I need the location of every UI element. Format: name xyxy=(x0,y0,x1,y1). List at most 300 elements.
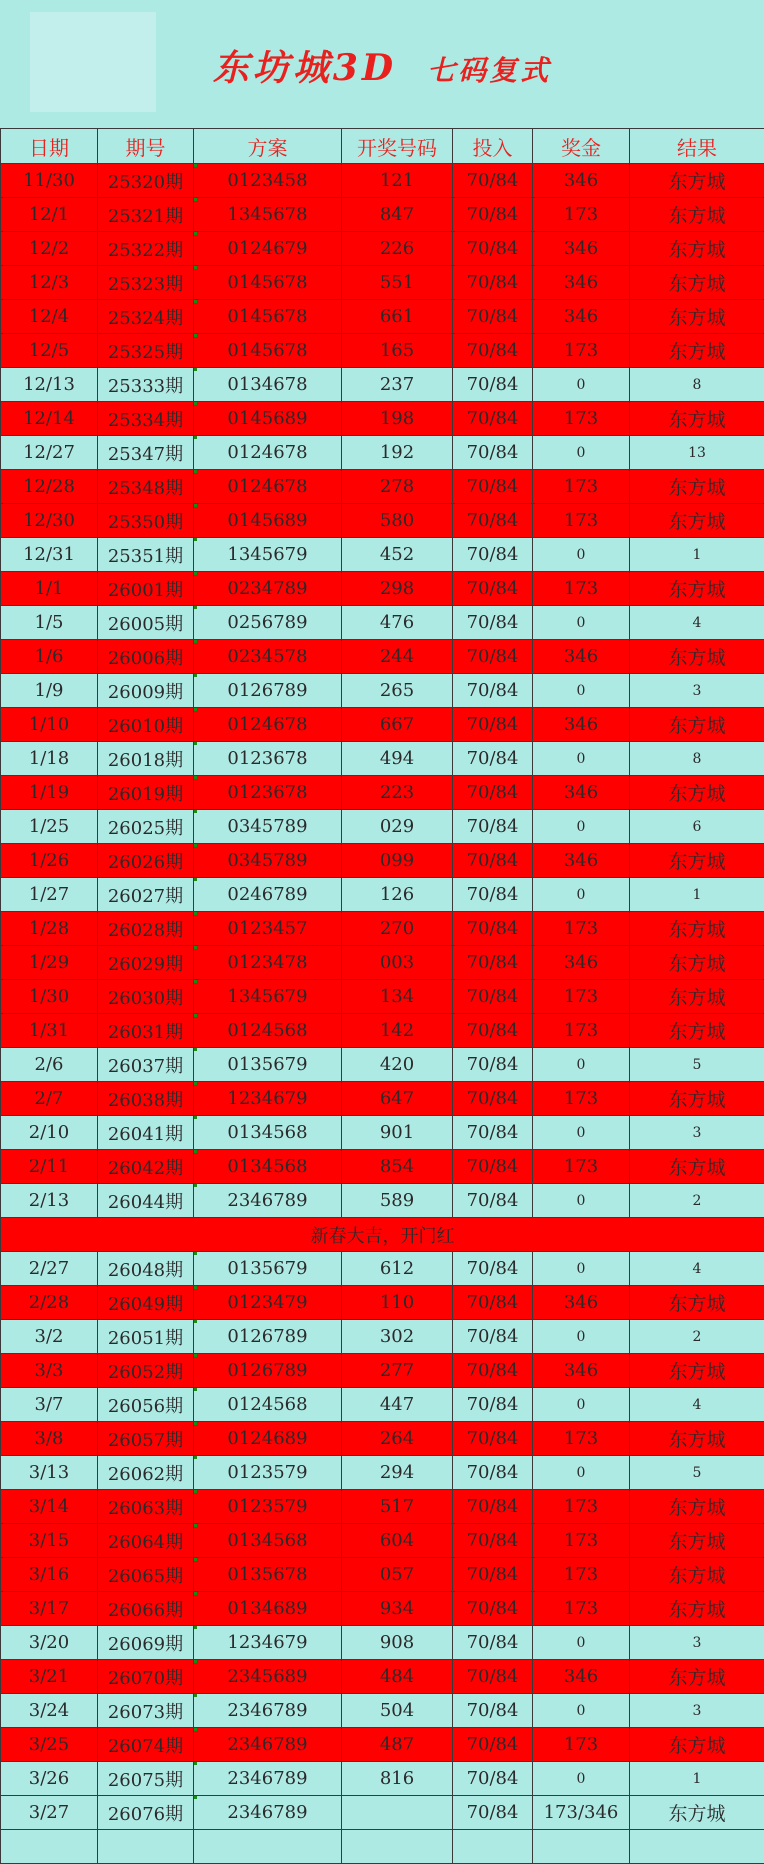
draw-cell: 298 xyxy=(342,572,453,606)
cost-cell: 70/84 xyxy=(453,300,533,334)
issue-cell: 25347期 xyxy=(98,436,194,470)
prize-cell: 346 xyxy=(533,946,630,980)
plan-cell: 0123678 xyxy=(194,776,342,810)
table-row xyxy=(1,640,764,674)
date-cell: 12/2 xyxy=(1,232,98,266)
cost-cell: 70/84 xyxy=(453,980,533,1014)
draw-cell: 854 xyxy=(342,1150,453,1184)
date-cell: 12/13 xyxy=(1,368,98,402)
cost-cell: 70/84 xyxy=(453,504,533,538)
cost-cell: 70/84 xyxy=(453,1184,533,1218)
issue-cell: 26005期 xyxy=(98,606,194,640)
blank-row xyxy=(1,1830,764,1864)
cost-cell: 70/84 xyxy=(453,1388,533,1422)
table-row xyxy=(1,1558,764,1592)
issue-cell: 25325期 xyxy=(98,334,194,368)
cost-cell: 70/84 xyxy=(453,606,533,640)
title-main: 东坊城3D xyxy=(213,47,397,89)
prize-cell: 0 xyxy=(533,1252,630,1286)
cost-cell: 70/84 xyxy=(453,266,533,300)
date-cell: 2/27 xyxy=(1,1252,98,1286)
date-cell: 12/31 xyxy=(1,538,98,572)
result-cell: 8 xyxy=(630,742,764,776)
table-row xyxy=(1,1252,764,1286)
draw-cell: 551 xyxy=(342,266,453,300)
issue-cell: 26026期 xyxy=(98,844,194,878)
cost-cell: 70/84 xyxy=(453,674,533,708)
date-cell: 12/5 xyxy=(1,334,98,368)
cost-cell: 70/84 xyxy=(453,572,533,606)
prize-cell: 346 xyxy=(533,164,630,198)
plan-cell: 0124678 xyxy=(194,708,342,742)
header-prize: 奖金 xyxy=(533,129,630,164)
blank-cell xyxy=(1,1830,98,1864)
result-cell: 4 xyxy=(630,1252,764,1286)
plan-cell: 0126789 xyxy=(194,1354,342,1388)
draw-cell: 110 xyxy=(342,1286,453,1320)
issue-cell: 26064期 xyxy=(98,1524,194,1558)
table-row xyxy=(1,538,764,572)
prize-cell: 173 xyxy=(533,912,630,946)
draw-cell: 192 xyxy=(342,436,453,470)
plan-cell: 0145678 xyxy=(194,266,342,300)
table-row xyxy=(1,572,764,606)
date-cell: 3/2 xyxy=(1,1320,98,1354)
date-cell: 3/26 xyxy=(1,1762,98,1796)
title-banner xyxy=(0,0,763,129)
draw-cell: 278 xyxy=(342,470,453,504)
issue-cell: 26074期 xyxy=(98,1728,194,1762)
date-cell: 12/27 xyxy=(1,436,98,470)
prize-cell: 0 xyxy=(533,742,630,776)
prize-cell: 346 xyxy=(533,232,630,266)
date-cell: 3/27 xyxy=(1,1796,98,1830)
plan-cell: 0134568 xyxy=(194,1116,342,1150)
prize-cell: 346 xyxy=(533,844,630,878)
plan-cell: 0134568 xyxy=(194,1524,342,1558)
plan-cell: 2345689 xyxy=(194,1660,342,1694)
date-cell: 1/18 xyxy=(1,742,98,776)
issue-cell: 26066期 xyxy=(98,1592,194,1626)
result-cell: 东方城 xyxy=(630,640,764,674)
issue-cell: 25351期 xyxy=(98,538,194,572)
result-cell: 东方城 xyxy=(630,776,764,810)
rows-after-banner xyxy=(1,1252,764,1830)
date-cell: 1/19 xyxy=(1,776,98,810)
table-row xyxy=(1,1694,764,1728)
cost-cell: 70/84 xyxy=(453,1014,533,1048)
plan-cell: 2346789 xyxy=(194,1184,342,1218)
draw-cell: 934 xyxy=(342,1592,453,1626)
prize-cell: 173 xyxy=(533,1490,630,1524)
plan-cell: 1345679 xyxy=(194,538,342,572)
prize-cell: 173 xyxy=(533,572,630,606)
table-row xyxy=(1,1048,764,1082)
cost-cell: 70/84 xyxy=(453,402,533,436)
plan-cell: 0126789 xyxy=(194,674,342,708)
results-table xyxy=(0,128,764,1864)
result-cell: 东方城 xyxy=(630,912,764,946)
table-row xyxy=(1,164,764,198)
issue-cell: 25324期 xyxy=(98,300,194,334)
result-cell: 1 xyxy=(630,878,764,912)
issue-cell: 26069期 xyxy=(98,1626,194,1660)
plan-cell: 1234679 xyxy=(194,1082,342,1116)
issue-cell: 26031期 xyxy=(98,1014,194,1048)
prize-cell: 346 xyxy=(533,1354,630,1388)
issue-cell: 26049期 xyxy=(98,1286,194,1320)
plan-cell: 0135679 xyxy=(194,1252,342,1286)
plan-cell: 0124678 xyxy=(194,436,342,470)
table-row xyxy=(1,674,764,708)
date-cell: 1/28 xyxy=(1,912,98,946)
prize-cell: 0 xyxy=(533,1048,630,1082)
issue-cell: 25348期 xyxy=(98,470,194,504)
plan-cell: 0135679 xyxy=(194,1048,342,1082)
draw-cell: 494 xyxy=(342,742,453,776)
result-cell: 东方城 xyxy=(630,470,764,504)
cost-cell: 70/84 xyxy=(453,1116,533,1150)
page-title xyxy=(0,40,764,91)
draw-cell: 099 xyxy=(342,844,453,878)
plan-cell: 2346789 xyxy=(194,1762,342,1796)
result-cell: 东方城 xyxy=(630,1014,764,1048)
result-cell: 1 xyxy=(630,1762,764,1796)
result-cell: 东方城 xyxy=(630,504,764,538)
cost-cell: 70/84 xyxy=(453,878,533,912)
issue-cell: 26010期 xyxy=(98,708,194,742)
draw-cell: 126 xyxy=(342,878,453,912)
table-row xyxy=(1,1422,764,1456)
issue-cell: 26057期 xyxy=(98,1422,194,1456)
prize-cell: 173/346 xyxy=(533,1796,630,1830)
prize-cell: 0 xyxy=(533,606,630,640)
blank-cell xyxy=(533,1830,630,1864)
prize-cell: 173 xyxy=(533,1082,630,1116)
draw-cell: 647 xyxy=(342,1082,453,1116)
cost-cell: 70/84 xyxy=(453,1694,533,1728)
date-cell: 1/27 xyxy=(1,878,98,912)
draw-cell: 452 xyxy=(342,538,453,572)
cost-cell: 70/84 xyxy=(453,368,533,402)
table-row xyxy=(1,1592,764,1626)
date-cell: 1/9 xyxy=(1,674,98,708)
table-row xyxy=(1,198,764,232)
date-cell: 2/11 xyxy=(1,1150,98,1184)
plan-cell: 0234578 xyxy=(194,640,342,674)
cost-cell: 70/84 xyxy=(453,1320,533,1354)
issue-cell: 26048期 xyxy=(98,1252,194,1286)
result-cell: 东方城 xyxy=(630,164,764,198)
cost-cell: 70/84 xyxy=(453,1524,533,1558)
draw-cell: 165 xyxy=(342,334,453,368)
title-sub: 七码复式 xyxy=(427,54,551,87)
date-cell: 12/3 xyxy=(1,266,98,300)
table-row xyxy=(1,1626,764,1660)
plan-cell: 0123478 xyxy=(194,946,342,980)
date-cell: 3/16 xyxy=(1,1558,98,1592)
table-row xyxy=(1,1082,764,1116)
date-cell: 1/31 xyxy=(1,1014,98,1048)
table-row xyxy=(1,334,764,368)
prize-cell: 0 xyxy=(533,810,630,844)
draw-cell: 277 xyxy=(342,1354,453,1388)
result-cell: 东方城 xyxy=(630,300,764,334)
date-cell: 12/4 xyxy=(1,300,98,334)
result-cell: 东方城 xyxy=(630,946,764,980)
date-cell: 3/15 xyxy=(1,1524,98,1558)
rows-before-banner xyxy=(1,164,764,1218)
prize-cell: 173 xyxy=(533,980,630,1014)
issue-cell: 25321期 xyxy=(98,198,194,232)
table-row xyxy=(1,300,764,334)
date-cell: 12/28 xyxy=(1,470,98,504)
date-cell: 1/1 xyxy=(1,572,98,606)
draw-cell: 908 xyxy=(342,1626,453,1660)
date-cell: 12/1 xyxy=(1,198,98,232)
cost-cell: 70/84 xyxy=(453,1626,533,1660)
table-row xyxy=(1,776,764,810)
cost-cell: 70/84 xyxy=(453,1422,533,1456)
cost-cell: 70/84 xyxy=(453,810,533,844)
header-draw: 开奖号码 xyxy=(342,129,453,164)
result-cell: 东方城 xyxy=(630,1728,764,1762)
draw-cell: 612 xyxy=(342,1252,453,1286)
banner-text: 新春大吉，开门红 xyxy=(1,1218,764,1252)
plan-cell: 0134568 xyxy=(194,1150,342,1184)
date-cell: 2/13 xyxy=(1,1184,98,1218)
plan-cell: 0123678 xyxy=(194,742,342,776)
cost-cell: 70/84 xyxy=(453,1252,533,1286)
prize-cell: 173 xyxy=(533,504,630,538)
cost-cell: 70/84 xyxy=(453,844,533,878)
cost-cell: 70/84 xyxy=(453,1048,533,1082)
result-cell: 东方城 xyxy=(630,1082,764,1116)
cost-cell: 70/84 xyxy=(453,912,533,946)
result-cell: 东方城 xyxy=(630,1660,764,1694)
cost-cell: 70/84 xyxy=(453,232,533,266)
date-cell: 12/30 xyxy=(1,504,98,538)
issue-cell: 26001期 xyxy=(98,572,194,606)
table-row xyxy=(1,1762,764,1796)
prize-cell: 0 xyxy=(533,1116,630,1150)
plan-cell: 0345789 xyxy=(194,810,342,844)
draw-cell: 302 xyxy=(342,1320,453,1354)
result-cell: 东方城 xyxy=(630,232,764,266)
table-row xyxy=(1,436,764,470)
cost-cell: 70/84 xyxy=(453,1728,533,1762)
draw-cell: 504 xyxy=(342,1694,453,1728)
result-cell: 东方城 xyxy=(630,198,764,232)
plan-cell: 0246789 xyxy=(194,878,342,912)
table-row xyxy=(1,232,764,266)
result-cell: 东方城 xyxy=(630,1558,764,1592)
result-cell: 东方城 xyxy=(630,1592,764,1626)
prize-cell: 346 xyxy=(533,776,630,810)
result-cell: 东方城 xyxy=(630,708,764,742)
issue-cell: 26029期 xyxy=(98,946,194,980)
blank-cell xyxy=(194,1830,342,1864)
date-cell: 3/24 xyxy=(1,1694,98,1728)
issue-cell: 26076期 xyxy=(98,1796,194,1830)
draw-cell: 667 xyxy=(342,708,453,742)
prize-cell: 0 xyxy=(533,1694,630,1728)
plan-cell: 2346789 xyxy=(194,1728,342,1762)
cost-cell: 70/84 xyxy=(453,470,533,504)
cost-cell: 70/84 xyxy=(453,742,533,776)
cost-cell: 70/84 xyxy=(453,334,533,368)
plan-cell: 0145678 xyxy=(194,334,342,368)
prize-cell: 173 xyxy=(533,1014,630,1048)
draw-cell: 847 xyxy=(342,198,453,232)
table-row xyxy=(1,504,764,538)
prize-cell: 0 xyxy=(533,1320,630,1354)
result-cell: 东方城 xyxy=(630,334,764,368)
plan-cell: 0123579 xyxy=(194,1456,342,1490)
prize-cell: 346 xyxy=(533,1286,630,1320)
prize-cell: 0 xyxy=(533,436,630,470)
issue-cell: 26037期 xyxy=(98,1048,194,1082)
prize-cell: 0 xyxy=(533,674,630,708)
table-row xyxy=(1,470,764,504)
draw-cell: 244 xyxy=(342,640,453,674)
date-cell: 1/6 xyxy=(1,640,98,674)
table-row xyxy=(1,1490,764,1524)
result-cell: 8 xyxy=(630,368,764,402)
result-cell: 东方城 xyxy=(630,1422,764,1456)
table-row xyxy=(1,1320,764,1354)
cost-cell: 70/84 xyxy=(453,538,533,572)
prize-cell: 346 xyxy=(533,266,630,300)
table-row xyxy=(1,810,764,844)
table-row xyxy=(1,1184,764,1218)
issue-cell: 26019期 xyxy=(98,776,194,810)
cost-cell: 70/84 xyxy=(453,1558,533,1592)
table-row xyxy=(1,1014,764,1048)
plan-cell: 0145689 xyxy=(194,402,342,436)
prize-cell: 173 xyxy=(533,402,630,436)
result-cell: 东方城 xyxy=(630,844,764,878)
issue-cell: 26056期 xyxy=(98,1388,194,1422)
plan-cell: 0123579 xyxy=(194,1490,342,1524)
issue-cell: 26030期 xyxy=(98,980,194,1014)
prize-cell: 0 xyxy=(533,1184,630,1218)
date-cell: 2/7 xyxy=(1,1082,98,1116)
draw-cell: 580 xyxy=(342,504,453,538)
issue-cell: 25334期 xyxy=(98,402,194,436)
result-cell: 东方城 xyxy=(630,402,764,436)
date-cell: 1/30 xyxy=(1,980,98,1014)
draw-cell: 121 xyxy=(342,164,453,198)
result-cell: 3 xyxy=(630,674,764,708)
blank-cell xyxy=(98,1830,194,1864)
cost-cell: 70/84 xyxy=(453,1456,533,1490)
issue-cell: 25322期 xyxy=(98,232,194,266)
prize-cell: 173 xyxy=(533,1150,630,1184)
cost-cell: 70/84 xyxy=(453,1082,533,1116)
header-issue: 期号 xyxy=(98,129,194,164)
prize-cell: 0 xyxy=(533,1388,630,1422)
cost-cell: 70/84 xyxy=(453,1660,533,1694)
issue-cell: 26070期 xyxy=(98,1660,194,1694)
plan-cell: 0256789 xyxy=(194,606,342,640)
banner-row xyxy=(1,1218,764,1252)
cost-cell: 70/84 xyxy=(453,708,533,742)
issue-cell: 26065期 xyxy=(98,1558,194,1592)
plan-cell: 0123458 xyxy=(194,164,342,198)
blank-cell xyxy=(453,1830,533,1864)
prize-cell: 0 xyxy=(533,1626,630,1660)
result-cell: 东方城 xyxy=(630,1286,764,1320)
result-cell: 4 xyxy=(630,606,764,640)
table-row xyxy=(1,1660,764,1694)
prize-cell: 173 xyxy=(533,334,630,368)
issue-cell: 26027期 xyxy=(98,878,194,912)
result-cell: 东方城 xyxy=(630,1796,764,1830)
issue-cell: 25320期 xyxy=(98,164,194,198)
draw-cell: 029 xyxy=(342,810,453,844)
prize-cell: 346 xyxy=(533,300,630,334)
table-row xyxy=(1,844,764,878)
date-cell: 3/13 xyxy=(1,1456,98,1490)
result-cell: 4 xyxy=(630,1388,764,1422)
date-cell: 3/14 xyxy=(1,1490,98,1524)
result-cell: 5 xyxy=(630,1048,764,1082)
banner-section xyxy=(1,1218,764,1252)
date-cell: 3/21 xyxy=(1,1660,98,1694)
date-cell: 1/10 xyxy=(1,708,98,742)
result-cell: 13 xyxy=(630,436,764,470)
draw-cell: 420 xyxy=(342,1048,453,1082)
prize-cell: 173 xyxy=(533,1592,630,1626)
date-cell: 3/7 xyxy=(1,1388,98,1422)
draw-cell: 517 xyxy=(342,1490,453,1524)
table-row xyxy=(1,368,764,402)
blank-cell xyxy=(630,1830,764,1864)
date-cell: 2/10 xyxy=(1,1116,98,1150)
issue-cell: 25333期 xyxy=(98,368,194,402)
date-cell: 3/25 xyxy=(1,1728,98,1762)
plan-cell: 0124689 xyxy=(194,1422,342,1456)
table-row xyxy=(1,1456,764,1490)
result-cell: 1 xyxy=(630,538,764,572)
prize-cell: 346 xyxy=(533,640,630,674)
table-row xyxy=(1,1286,764,1320)
draw-cell: 264 xyxy=(342,1422,453,1456)
prize-cell: 0 xyxy=(533,538,630,572)
result-cell: 东方城 xyxy=(630,980,764,1014)
header-result: 结果 xyxy=(630,129,764,164)
table-row xyxy=(1,708,764,742)
draw-cell: 604 xyxy=(342,1524,453,1558)
plan-cell: 0124679 xyxy=(194,232,342,266)
draw-cell: 487 xyxy=(342,1728,453,1762)
date-cell: 2/6 xyxy=(1,1048,98,1082)
table-row xyxy=(1,606,764,640)
draw-cell: 816 xyxy=(342,1762,453,1796)
plan-cell: 0145689 xyxy=(194,504,342,538)
result-cell: 5 xyxy=(630,1456,764,1490)
cost-cell: 70/84 xyxy=(453,776,533,810)
result-cell: 2 xyxy=(630,1320,764,1354)
prize-cell: 346 xyxy=(533,708,630,742)
draw-cell: 142 xyxy=(342,1014,453,1048)
plan-cell: 0124568 xyxy=(194,1014,342,1048)
table-row xyxy=(1,912,764,946)
result-cell: 3 xyxy=(630,1626,764,1660)
result-cell: 东方城 xyxy=(630,1354,764,1388)
result-cell: 3 xyxy=(630,1116,764,1150)
